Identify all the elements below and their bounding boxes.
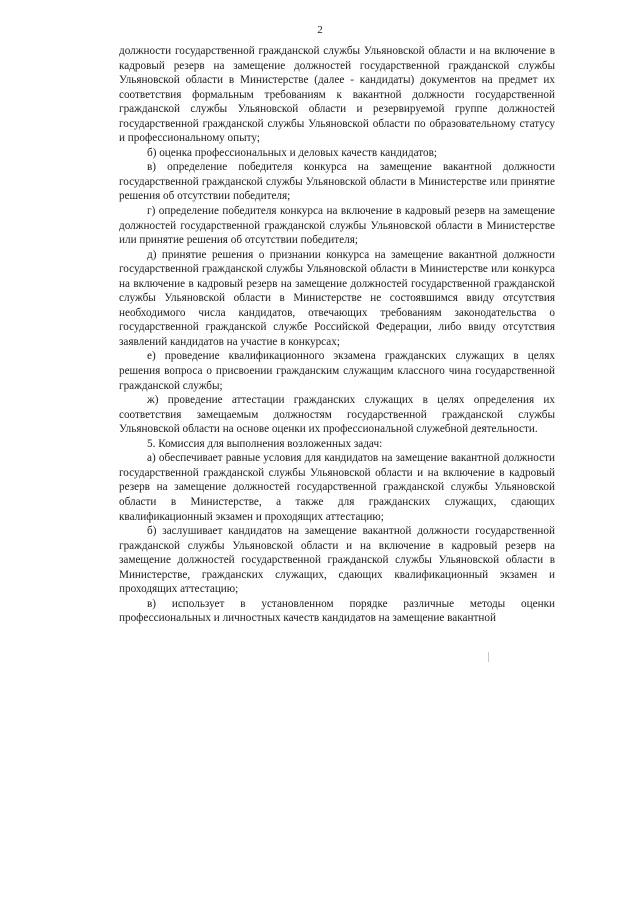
section-5-heading: 5. Комиссия для выполнения возложенных задач: — [147, 437, 383, 450]
paragraph-item-zh: ж) проведение аттестации гражданских служащих в целях определения их соответствия замещаемым должностям государственной гражданской службы Ульяновской области на основе оценки их профессиональной служебной деятельности. — [119, 394, 555, 436]
paragraph-item-b: б) оценка профессиональных и деловых качеств кандидатов; — [147, 146, 437, 159]
paragraph-item-g: г) определение победителя конкурса на включение в кадровый резерв на замещение должностей государственной гражданской службы Ульяновской области в Министерстве или принятие решения об отсутствии победителя; — [119, 205, 555, 247]
scan-mark — [488, 652, 489, 662]
document-body — [119, 44, 555, 626]
paragraph-5-item-a: а) обеспечивает равные условия для кандидатов на замещение вакантной должности государственной гражданской службы Ульяновской области и на включение в кадровый резерв на замещение должностей государственной гражданской службы Ульяновской области в Министерстве, а также для гражданских служащих, сдающих квалификационный экзамен и проходящих аттестацию; — [119, 452, 555, 523]
paragraph-item-v: в) определение победителя конкурса на замещение вакантной должности государственной гражданской службы Ульяновской области в Министерстве или принятие решения об отсутствии победителя; — [119, 161, 555, 203]
paragraph-5-item-b: б) заслушивает кандидатов на замещение вакантной должности государственной гражданской службы Ульяновской области и на включение в кадровый резерв на замещение должностей государственной гражданской службы Ульяновской области в Министерстве, гражданских служащих, сдающих квалификационный экзамен и проходящих аттестацию; — [119, 525, 555, 596]
paragraph-continuation: должности государственной гражданской службы Ульяновской области и на включение в кадровый резерв на замещение должностей государственной гражданской службы Ульяновской области в Министерстве (далее - кандидаты) документов на предмет их соответствия формальным требованиям к вакантной должности государственной гражданской службы Ульяновской области и резервируемой группе должностей государственной гражданской службы Ульяновской области по образовательному статусу и профессиональному опыту; — [119, 45, 555, 145]
paragraph-item-e: е) проведение квалификационного экзамена гражданских служащих в целях решения вопроса о присвоении гражданским служащим классного чина государственной гражданской службы; — [119, 350, 555, 392]
page-number: 2 — [317, 24, 323, 36]
paragraph-5-item-v: в) использует в установленном порядке различные методы оценки профессиональных и личностных качеств кандидатов на замещение вакантной — [119, 597, 555, 625]
paragraph-item-d: д) принятие решения о признании конкурса на замещение вакантной должности государственной гражданской службы Ульяновской области в Министерстве или конкурса на включение в кадровый резерв на замещение должностей государственной гражданской службы Ульяновской области в Министерстве не состоявшимся ввиду отсутствия необходимого числа кандидатов, отвечающих требованиям законодательства о государственной гражданской службе Российской Федерации, либо ввиду отсутствия заявлений кандидатов на участие в конкурсах; — [119, 248, 555, 348]
